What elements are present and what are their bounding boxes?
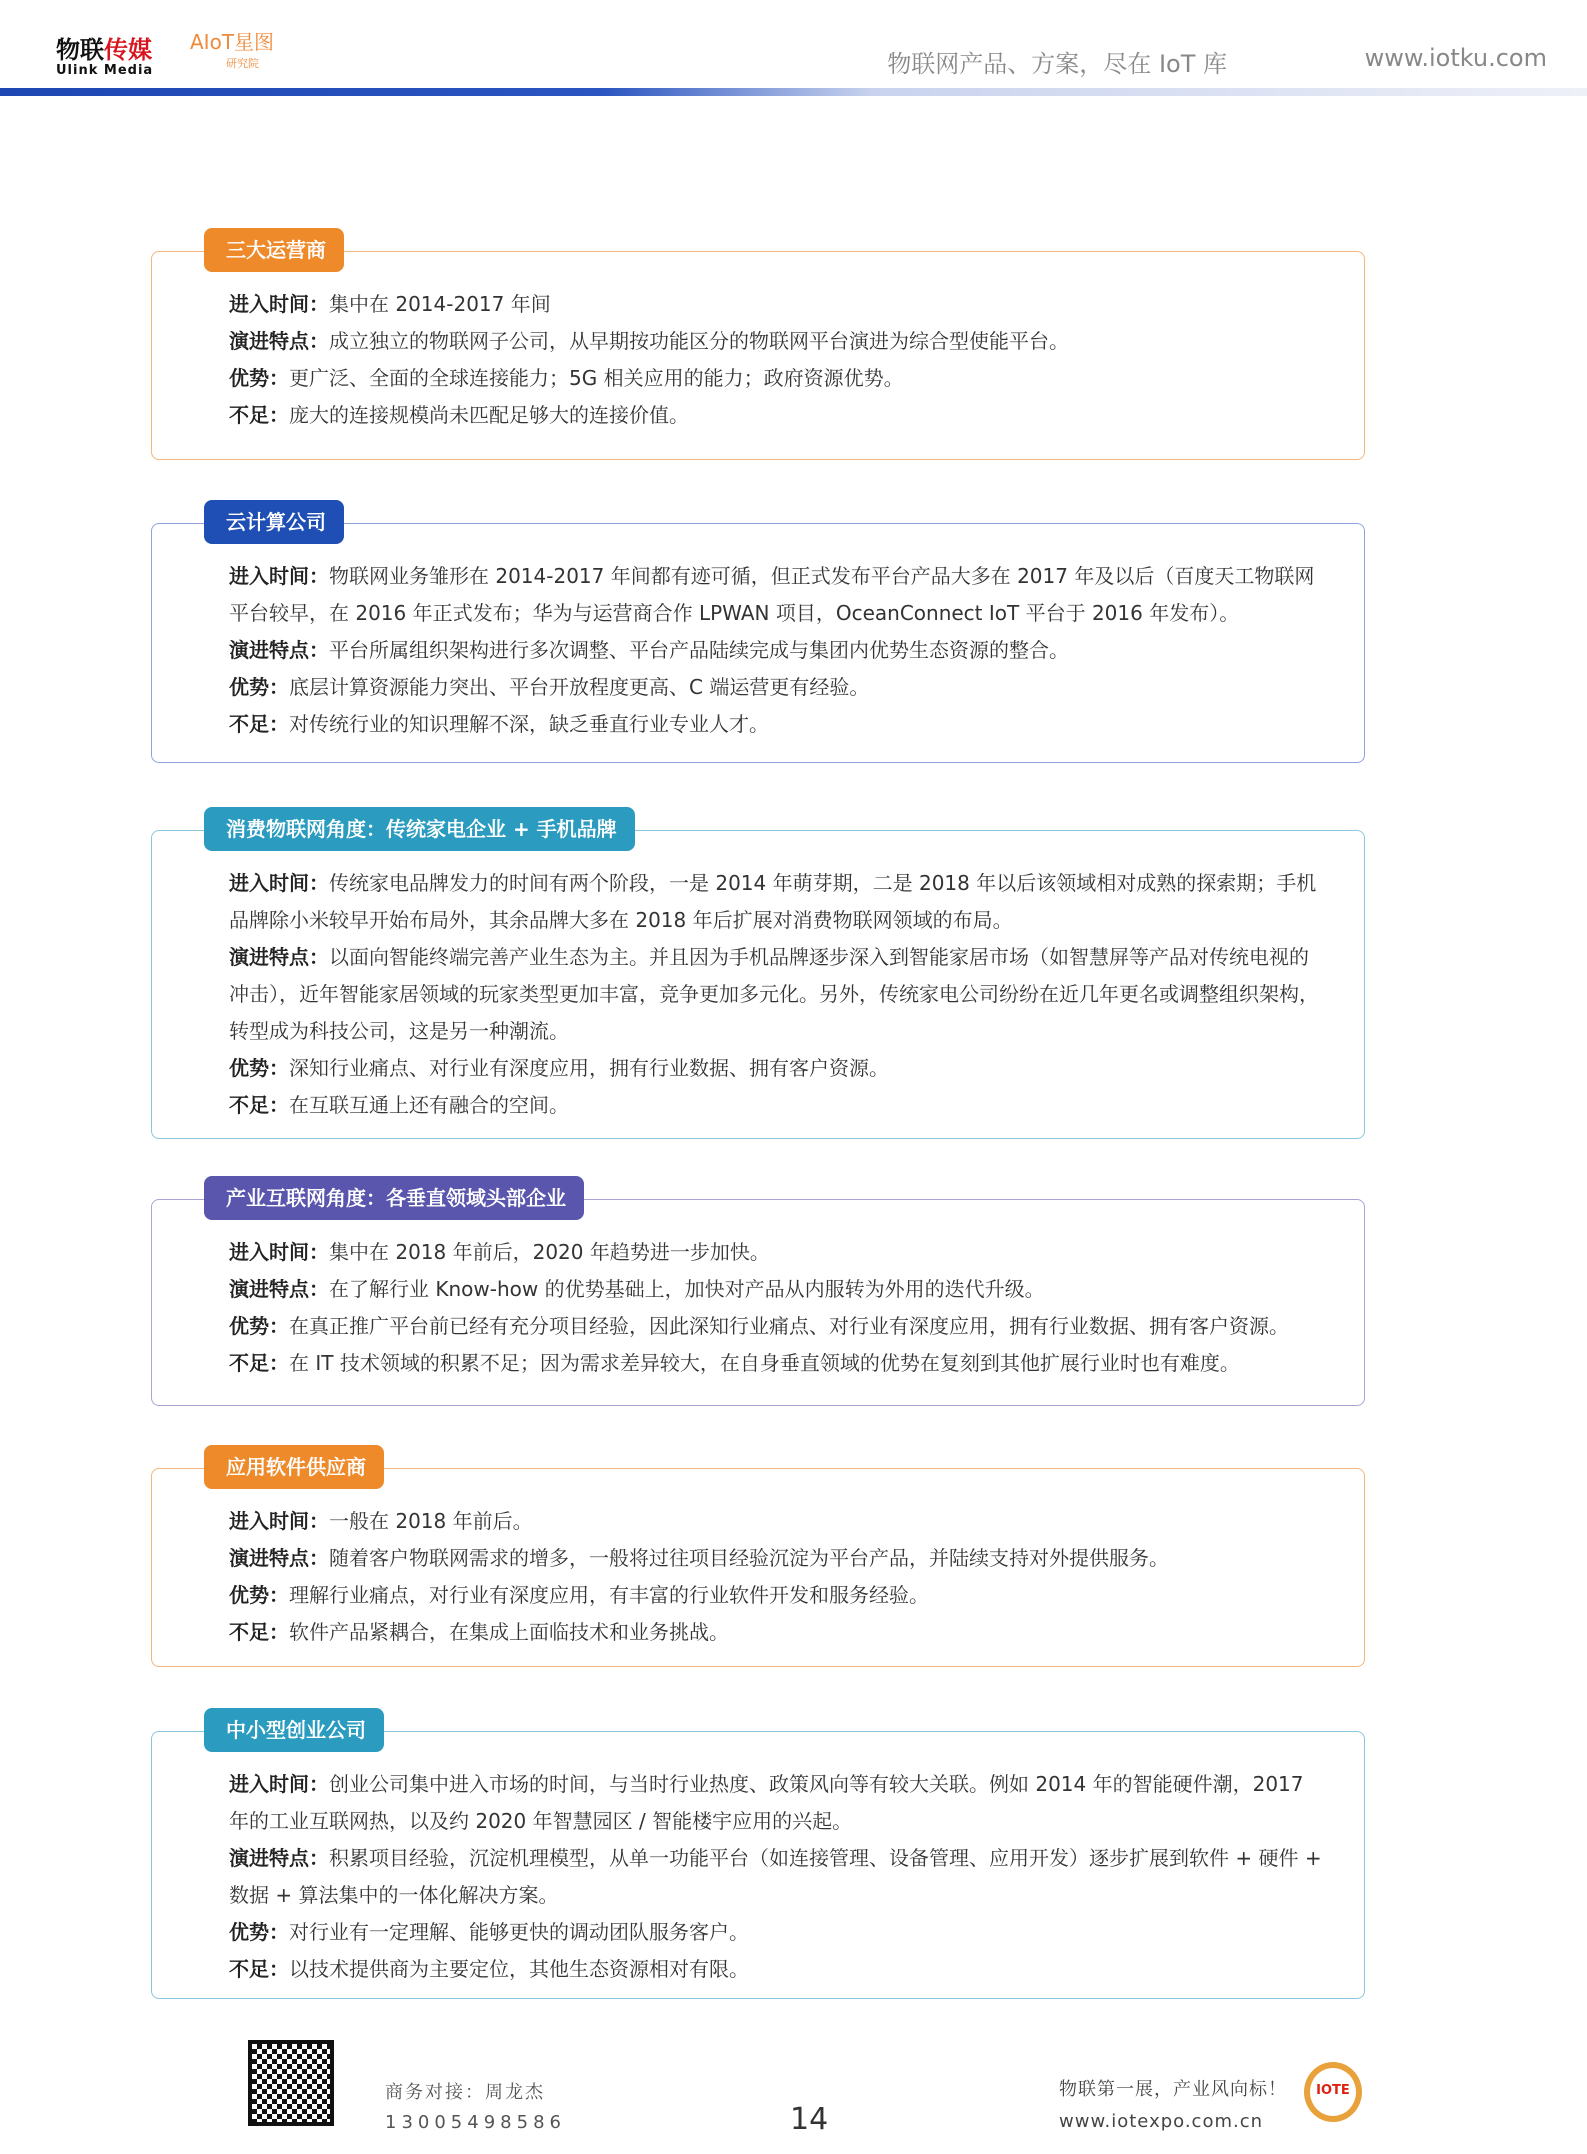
section-line <box>229 1087 1324 1124</box>
section-line <box>229 669 1324 706</box>
iote-logo: IOTE <box>1304 2062 1362 2122</box>
section-line <box>229 1503 1324 1540</box>
line-label: 演进特点： <box>229 329 329 353</box>
line-value: 以面向智能终端完善产业生态为主。并且因为手机品牌逐步深入到智能家居市场（如智慧屏等产品对传统电视的冲击），近年智能家居领域的玩家类型更加丰富，竞争更加多元化。另外，传统家电公司纷纷在近几年更名或调整组织架构，转型成为科技公司，这是另一种潮流。 <box>229 945 1319 1043</box>
section-line <box>229 558 1324 632</box>
page-number: 14 <box>790 2102 829 2137</box>
line-value: 在了解行业 Know-how 的优势基础上，加快对产品从内服转为外用的迭代升级。 <box>329 1277 1045 1301</box>
section-title: 三大运营商 <box>204 228 344 272</box>
line-label: 进入时间： <box>229 1240 329 1264</box>
line-value: 在真正推广平台前已经有充分项目经验，因此深知行业痛点、对行业有深度应用，拥有行业数据、拥有客户资源。 <box>289 1314 1289 1338</box>
line-value: 集中在 2014-2017 年间 <box>329 292 551 316</box>
expo-info <box>1059 2074 1287 2138</box>
line-value: 更广泛、全面的全球连接能力；5G 相关应用的能力；政府资源优势。 <box>289 366 904 390</box>
expo-site: www.iotexpo.com.cn <box>1059 2111 1264 2132</box>
line-value: 随着客户物联网需求的增多，一般将过往项目经验沉淀为平台产品，并陆续支持对外提供服务。 <box>329 1546 1169 1570</box>
section-box <box>151 817 1365 1139</box>
line-label: 不足： <box>229 712 289 736</box>
header-slogan: 物联网产品、方案，尽在 IoT 库 <box>887 50 1227 78</box>
section-box <box>151 1186 1365 1406</box>
section-box <box>151 1718 1365 1999</box>
line-label: 演进特点： <box>229 945 329 969</box>
section-title: 消费物联网角度：传统家电企业 + 手机品牌 <box>204 807 635 851</box>
line-value: 集中在 2018 年前后，2020 年趋势进一步加快。 <box>329 1240 770 1264</box>
line-value: 深知行业痛点、对行业有深度应用，拥有行业数据、拥有客户资源。 <box>289 1056 889 1080</box>
section-box <box>151 238 1365 460</box>
section-line <box>229 1308 1324 1345</box>
line-value: 传统家电品牌发力的时间有两个阶段，一是 2014 年萌芽期，二是 2018 年以后该领域相对成熟的探索期；手机品牌除小米较早开始布局外，其余品牌大多在 2018 年后扩展对消费物联网领域的布局。 <box>229 871 1317 932</box>
section-line <box>229 1271 1324 1308</box>
line-label: 不足： <box>229 1093 289 1117</box>
aiot-logo-text: AIoT星图 <box>190 30 275 54</box>
line-label: 进入时间： <box>229 1772 329 1796</box>
line-label: 演进特点： <box>229 1846 329 1870</box>
line-label: 优势： <box>229 1314 289 1338</box>
section-title: 产业互联网角度：各垂直领域头部企业 <box>204 1176 584 1220</box>
section-line <box>229 865 1324 939</box>
qr-code <box>248 2040 334 2126</box>
section-line <box>229 1840 1324 1914</box>
section-line <box>229 397 1324 434</box>
line-value: 软件产品紧耦合，在集成上面临技术和业务挑战。 <box>289 1620 729 1644</box>
section-line <box>229 360 1324 397</box>
line-label: 优势： <box>229 1056 289 1080</box>
section-line <box>229 286 1324 323</box>
ulink-media-logo <box>56 30 153 78</box>
section-line <box>229 1234 1324 1271</box>
aiot-logo-sub: 研究院 <box>226 57 259 70</box>
section-line <box>229 632 1324 669</box>
line-label: 进入时间： <box>229 1509 329 1533</box>
contact-phone: 13005498586 <box>385 2112 566 2133</box>
line-value: 对行业有一定理解、能够更快的调动团队服务客户。 <box>289 1920 749 1944</box>
line-label: 进入时间： <box>229 871 329 895</box>
section-line <box>229 706 1324 743</box>
line-label: 优势： <box>229 366 289 390</box>
line-label: 不足： <box>229 1620 289 1644</box>
section-line <box>229 1345 1324 1382</box>
line-value: 理解行业痛点，对行业有深度应用，有丰富的行业软件开发和服务经验。 <box>289 1583 929 1607</box>
section-line <box>229 1766 1324 1840</box>
line-label: 优势： <box>229 1583 289 1607</box>
line-label: 优势： <box>229 1920 289 1944</box>
section-line <box>229 1577 1324 1614</box>
line-value: 平台所属组织架构进行多次调整、平台产品陆续完成与集团内优势生态资源的整合。 <box>329 638 1069 662</box>
line-value: 物联网业务雏形在 2014-2017 年间都有迹可循，但正式发布平台产品大多在 2017 年及以后（百度天工物联网平台较早，在 2016 年正式发布；华为与运营商合作 LPWAN 项目，OceanConnect IoT 平台于 2016 年发布）。 <box>229 564 1315 625</box>
line-label: 演进特点： <box>229 1277 329 1301</box>
line-label: 进入时间： <box>229 564 329 588</box>
logo-en: Ulink Media <box>56 63 154 78</box>
section-line <box>229 1614 1324 1651</box>
section-line <box>229 323 1324 360</box>
line-label: 演进特点： <box>229 638 329 662</box>
line-label: 不足： <box>229 403 289 427</box>
aiot-logo <box>190 26 274 71</box>
contact-label: 商务对接：周龙杰 <box>385 2082 545 2103</box>
section-title: 应用软件供应商 <box>204 1445 384 1489</box>
section-title: 云计算公司 <box>204 500 344 544</box>
section-line <box>229 1914 1324 1951</box>
line-label: 不足： <box>229 1351 289 1375</box>
line-value: 在互联互通上还有融合的空间。 <box>289 1093 569 1117</box>
line-value: 对传统行业的知识理解不深，缺乏垂直行业专业人才。 <box>289 712 769 736</box>
section-box <box>151 510 1365 763</box>
section-title: 中小型创业公司 <box>204 1708 384 1752</box>
page-header <box>0 0 1587 95</box>
header-bar <box>0 88 1587 96</box>
line-value: 积累项目经验，沉淀机理模型，从单一功能平台（如连接管理、设备管理、应用开发）逐步扩展到软件 + 硬件 + 数据 + 算法集中的一体化解决方案。 <box>229 1846 1322 1907</box>
page-footer <box>0 2030 1587 2154</box>
line-value: 创业公司集中进入市场的时间，与当时行业热度、政策风向等有较大关联。例如 2014 年的智能硬件潮，2017 年的工业互联网热，以及约 2020 年智慧园区 / 智能楼宇应用的兴起。 <box>229 1772 1304 1833</box>
section-line <box>229 1540 1324 1577</box>
contact-info <box>385 2078 566 2138</box>
line-value: 庞大的连接规模尚未匹配足够大的连接价值。 <box>289 403 689 427</box>
line-value: 以技术提供商为主要定位，其他生态资源相对有限。 <box>289 1957 749 1981</box>
section-box <box>151 1455 1365 1667</box>
header-site: www.iotku.com <box>1364 44 1547 72</box>
line-label: 优势： <box>229 675 289 699</box>
section-line <box>229 939 1324 1050</box>
line-label: 演进特点： <box>229 1546 329 1570</box>
line-value: 成立独立的物联网子公司，从早期按功能区分的物联网平台演进为综合型使能平台。 <box>329 329 1069 353</box>
line-value: 在 IT 技术领域的积累不足；因为需求差异较大，在自身垂直领域的优势在复刻到其他扩展行业时也有难度。 <box>289 1351 1240 1375</box>
logo-cn: 物联传媒 <box>56 36 152 64</box>
section-line <box>229 1050 1324 1087</box>
line-label: 进入时间： <box>229 292 329 316</box>
section-line <box>229 1951 1324 1988</box>
line-label: 不足： <box>229 1957 289 1981</box>
line-value: 底层计算资源能力突出、平台开放程度更高、C 端运营更有经验。 <box>289 675 870 699</box>
line-value: 一般在 2018 年前后。 <box>329 1509 533 1533</box>
expo-motto: 物联第一展，产业风向标！ <box>1059 2079 1287 2100</box>
